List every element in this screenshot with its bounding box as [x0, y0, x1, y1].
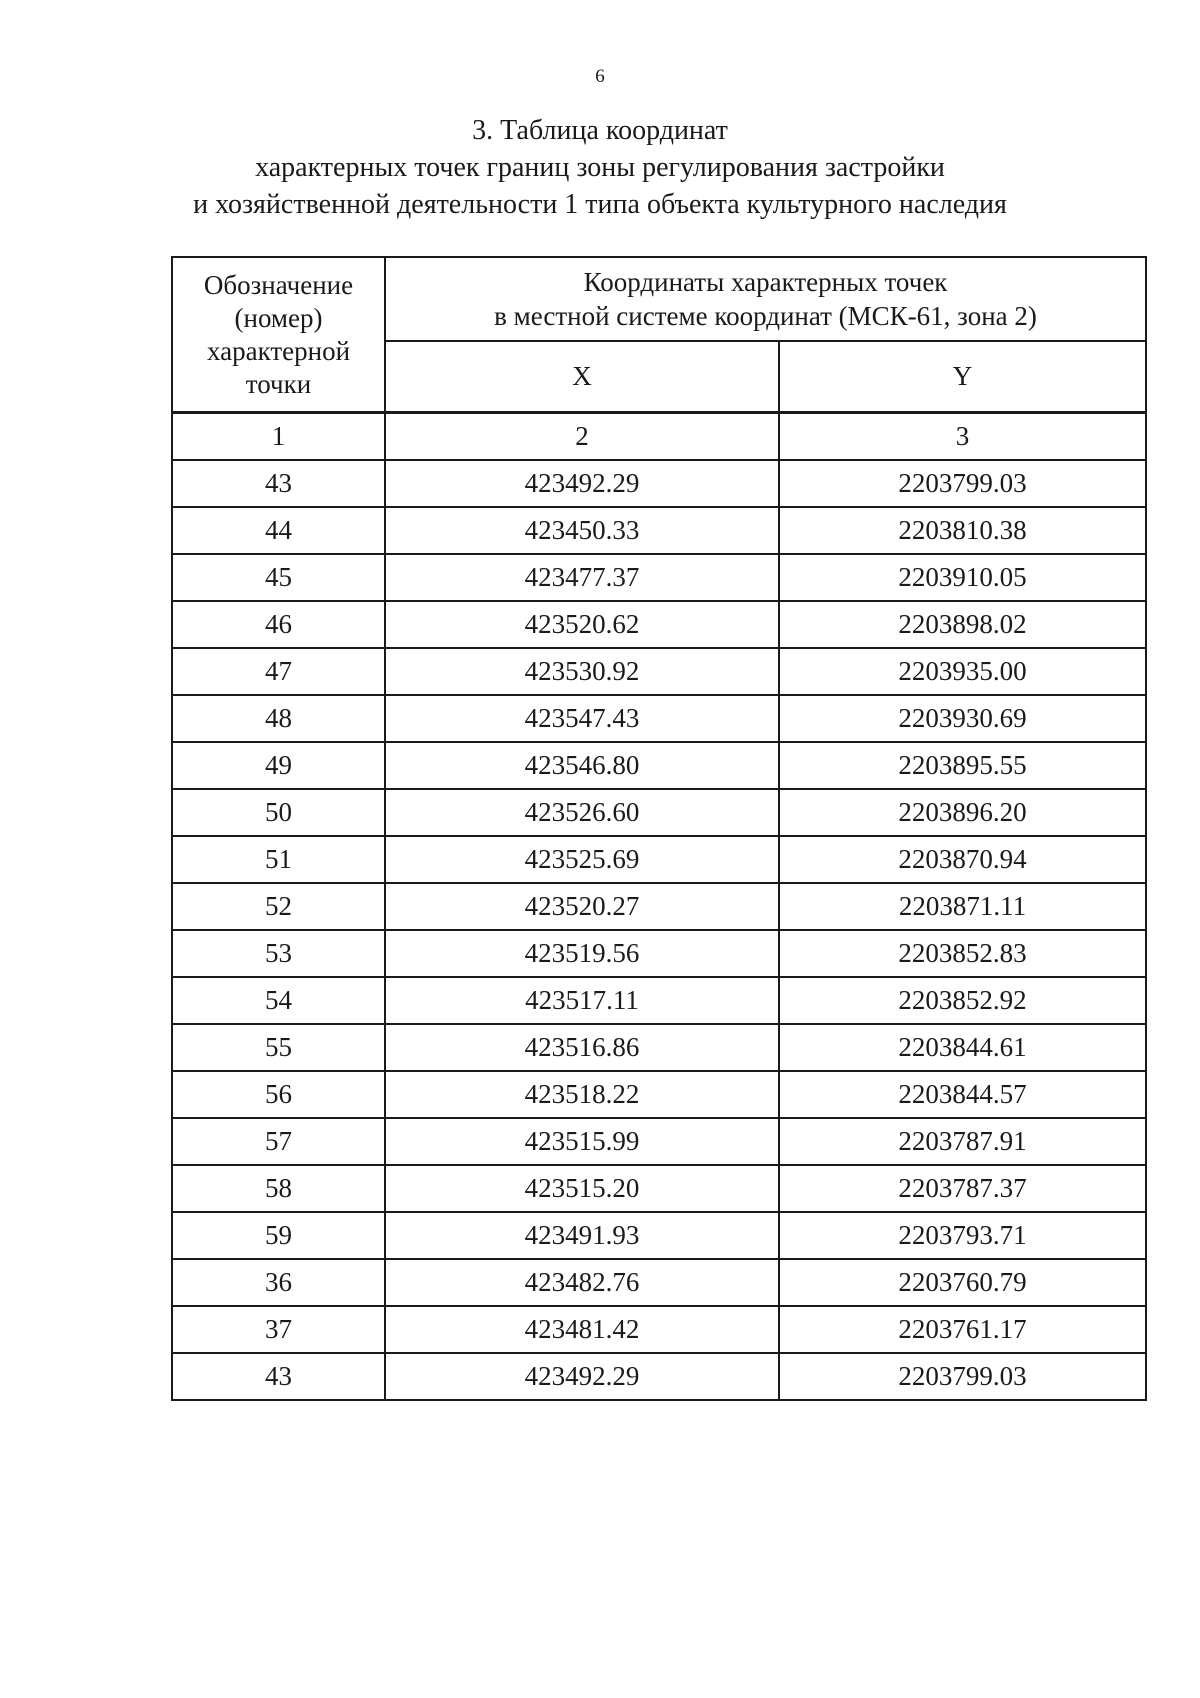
- table-row: [172, 1259, 1146, 1306]
- header-point-designation: [172, 257, 385, 413]
- table-row: [172, 460, 1146, 507]
- point-cell: 43: [172, 460, 385, 507]
- point-cell: 36: [172, 1259, 385, 1306]
- table-row: [172, 883, 1146, 930]
- y-coordinate-cell: 2203896.20: [779, 789, 1146, 836]
- header-coords-line-2: в местной системе координат (МСК-61, зона 2): [494, 301, 1037, 331]
- x-coordinate-cell: 423530.92: [385, 648, 779, 695]
- point-cell: 59: [172, 1212, 385, 1259]
- x-coordinate-cell: 423491.93: [385, 1212, 779, 1259]
- y-coordinate-cell: 2203799.03: [779, 460, 1146, 507]
- table-row: [172, 836, 1146, 883]
- x-coordinate-cell: 423492.29: [385, 1353, 779, 1400]
- y-coordinate-cell: 2203930.69: [779, 695, 1146, 742]
- y-coordinate-cell: 2203810.38: [779, 507, 1146, 554]
- y-coordinate-cell: 2203844.61: [779, 1024, 1146, 1071]
- table-row: [172, 1024, 1146, 1071]
- point-cell: 45: [172, 554, 385, 601]
- x-coordinate-cell: 423477.37: [385, 554, 779, 601]
- table-row: [172, 601, 1146, 648]
- y-coordinate-cell: 2203895.55: [779, 742, 1146, 789]
- point-cell: 51: [172, 836, 385, 883]
- header-point-line-4: точки: [245, 368, 312, 399]
- y-coordinate-cell: 2203787.91: [779, 1118, 1146, 1165]
- header-y: Y: [779, 341, 1146, 413]
- x-coordinate-cell: 423546.80: [385, 742, 779, 789]
- column-number-1: 1: [172, 413, 385, 461]
- table-row: [172, 648, 1146, 695]
- x-coordinate-cell: 423515.20: [385, 1165, 779, 1212]
- header-x: X: [385, 341, 779, 413]
- table-row: [172, 1165, 1146, 1212]
- y-coordinate-cell: 2203871.11: [779, 883, 1146, 930]
- page-number: 6: [595, 66, 605, 87]
- y-coordinate-cell: 2203870.94: [779, 836, 1146, 883]
- document-title: [0, 112, 1200, 223]
- header-point-line-2: (номер): [234, 302, 323, 333]
- point-cell: 47: [172, 648, 385, 695]
- point-cell: 46: [172, 601, 385, 648]
- table-row: [172, 1353, 1146, 1400]
- table-row: [172, 1306, 1146, 1353]
- y-coordinate-cell: 2203761.17: [779, 1306, 1146, 1353]
- x-coordinate-cell: 423517.11: [385, 977, 779, 1024]
- table-row: [172, 789, 1146, 836]
- point-cell: 50: [172, 789, 385, 836]
- table-row: [172, 695, 1146, 742]
- y-coordinate-cell: 2203852.92: [779, 977, 1146, 1024]
- table-row: [172, 930, 1146, 977]
- x-coordinate-cell: 423515.99: [385, 1118, 779, 1165]
- x-coordinate-cell: 423482.76: [385, 1259, 779, 1306]
- point-cell: 58: [172, 1165, 385, 1212]
- point-cell: 57: [172, 1118, 385, 1165]
- coordinates-table: [171, 256, 1147, 1401]
- table-header-row: [172, 257, 1146, 341]
- point-cell: 48: [172, 695, 385, 742]
- title-line-2: характерных точек границ зоны регулирования застройки: [255, 152, 945, 183]
- x-coordinate-cell: 423547.43: [385, 695, 779, 742]
- x-coordinate-cell: 423525.69: [385, 836, 779, 883]
- header-point-line-3: характерной: [206, 335, 351, 366]
- x-coordinate-cell: 423520.62: [385, 601, 779, 648]
- table-row: [172, 742, 1146, 789]
- column-number-3: 3: [779, 413, 1146, 461]
- point-cell: 56: [172, 1071, 385, 1118]
- y-coordinate-cell: 2203787.37: [779, 1165, 1146, 1212]
- table-row: [172, 554, 1146, 601]
- point-cell: 37: [172, 1306, 385, 1353]
- table-body: [172, 257, 1146, 1400]
- x-coordinate-cell: 423518.22: [385, 1071, 779, 1118]
- y-coordinate-cell: 2203799.03: [779, 1353, 1146, 1400]
- y-coordinate-cell: 2203852.83: [779, 930, 1146, 977]
- table-row: [172, 1071, 1146, 1118]
- table-row: [172, 1118, 1146, 1165]
- table-row: [172, 977, 1146, 1024]
- y-coordinate-cell: 2203844.57: [779, 1071, 1146, 1118]
- title-line-3: и хозяйственной деятельности 1 типа объекта культурного наследия: [193, 189, 1007, 220]
- x-coordinate-cell: 423516.86: [385, 1024, 779, 1071]
- x-coordinate-cell: 423520.27: [385, 883, 779, 930]
- column-number-2: 2: [385, 413, 779, 461]
- point-cell: 54: [172, 977, 385, 1024]
- y-coordinate-cell: 2203910.05: [779, 554, 1146, 601]
- point-cell: 44: [172, 507, 385, 554]
- y-coordinate-cell: 2203793.71: [779, 1212, 1146, 1259]
- point-cell: 43: [172, 1353, 385, 1400]
- title-line-1: 3. Таблица координат: [472, 115, 728, 146]
- table-row: [172, 507, 1146, 554]
- point-cell: 49: [172, 742, 385, 789]
- column-numbers-row: [172, 413, 1146, 461]
- point-cell: 52: [172, 883, 385, 930]
- x-coordinate-cell: 423526.60: [385, 789, 779, 836]
- x-coordinate-cell: 423519.56: [385, 930, 779, 977]
- header-coordinates: [385, 257, 1146, 341]
- y-coordinate-cell: 2203898.02: [779, 601, 1146, 648]
- x-coordinate-cell: 423492.29: [385, 460, 779, 507]
- x-coordinate-cell: 423450.33: [385, 507, 779, 554]
- table-row: [172, 1212, 1146, 1259]
- y-coordinate-cell: 2203760.79: [779, 1259, 1146, 1306]
- x-coordinate-cell: 423481.42: [385, 1306, 779, 1353]
- point-cell: 55: [172, 1024, 385, 1071]
- header-coords-line-1: Координаты характерных точек: [583, 267, 948, 297]
- header-point-line-1: Обозначение: [203, 269, 354, 300]
- point-cell: 53: [172, 930, 385, 977]
- y-coordinate-cell: 2203935.00: [779, 648, 1146, 695]
